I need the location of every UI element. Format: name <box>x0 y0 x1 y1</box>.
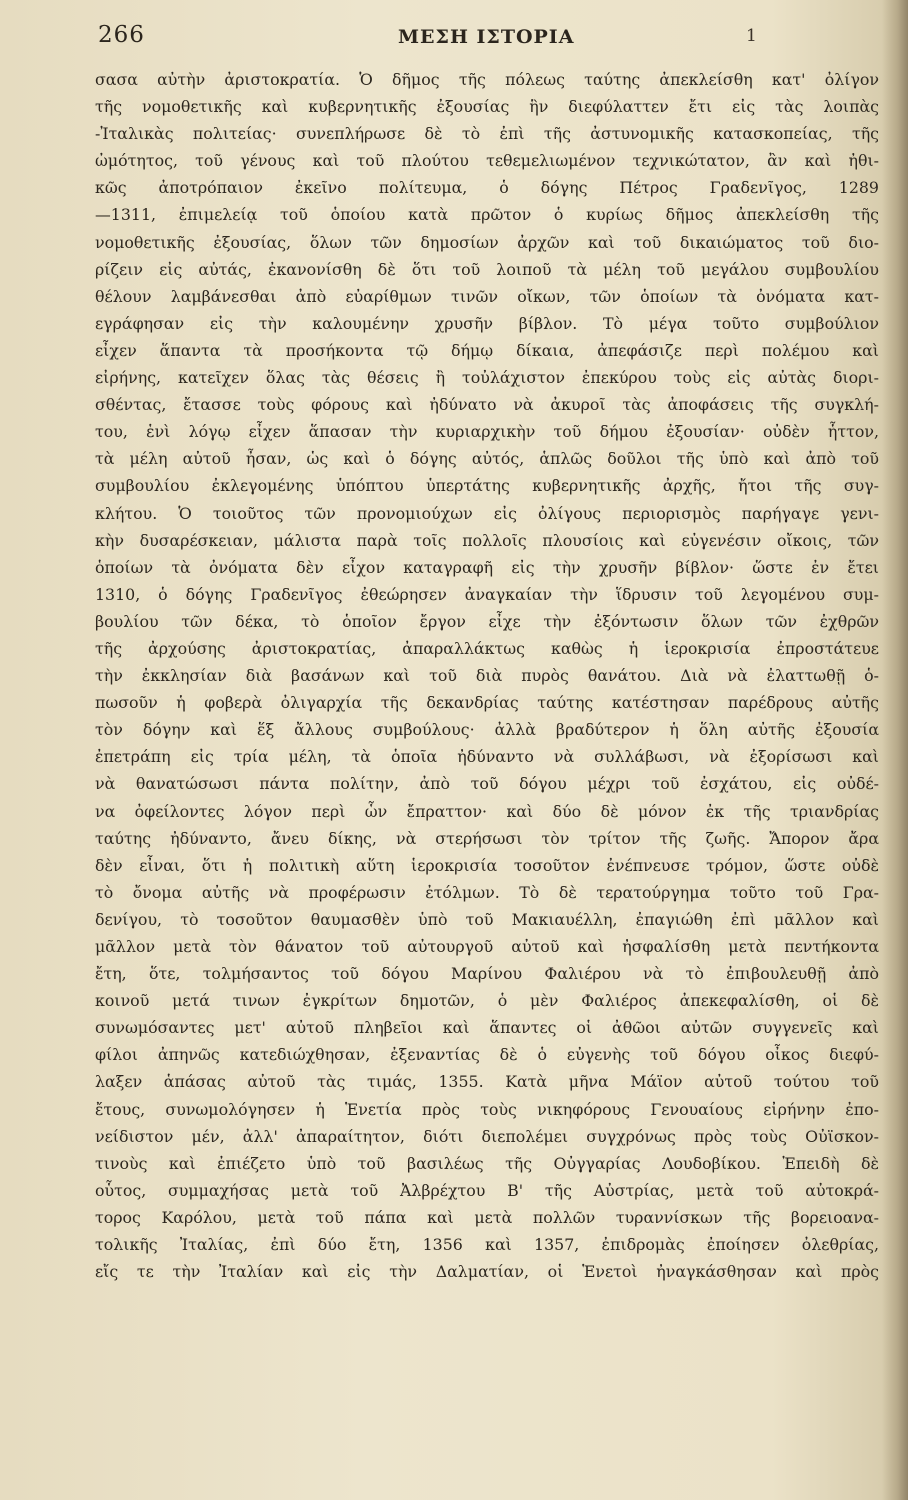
text-line: ἔτη, ὅτε, τολμήσαντος τοῦ δόγου Μαρίνου Φαλιέρου νὰ τὸ ἐπιβουλευθῇ ἀπὸ <box>95 964 879 984</box>
text-line: τὸ ὄνομα αὐτῆς νὰ προφέρωσιν ἐτόλμων. Τὸ δὲ τερατούργημα τοῦτο τοῦ Γρα- <box>95 882 879 902</box>
text-line <box>95 1285 879 1312</box>
text-line: ὁποίων τὰ ὀνόματα δὲν εἶχον καταγραφῆ εἰς τὴν χρυσῆν βίβλον· ὥστε ἐν ἔτει <box>95 557 879 577</box>
text-line: του, ἑνὶ λόγῳ εἶχεν ἅπασαν τὴν κυριαρχικὴν τοῦ δήμου ἐξουσίαν· οὐδὲν ἧττον, <box>95 422 879 442</box>
text-line: δὲν εἶναι, ὅτι ἡ πολιτικὴ αὕτη ἱεροκρισία τοσοῦτον ἐνέπνευσε τρόμον, ὥστε οὐδὲ <box>95 855 879 875</box>
text-line: τορος Καρόλου, μετὰ τοῦ πάπα καὶ μετὰ πολλῶν τυραννίσκων τῆς βορειοανα- <box>95 1207 879 1227</box>
text-line: 1310, ὁ δόγης Γραδενῖγος ἐθεώρησεν ἀναγκαίαν τὴν ἵδρυσιν τοῦ λεγομένου συμ- <box>95 584 879 604</box>
text-line: εἴς τε τὴν Ἰταλίαν καὶ εἰς τὴν Δαλματίαν, οἱ Ἑνετοὶ ἠναγκάσθησαν καὶ πρὸς <box>95 1262 879 1282</box>
text-line: εἰρήνης, κατεῖχεν ὅλας τὰς θέσεις ἢ τοὐλάχιστον ἐπεκύρου τοὺς εἰς αὐτὰς διορι- <box>95 368 879 388</box>
text-line: δενίγου, τὸ τοσοῦτον θαυμασθὲν ὑπὸ τοῦ Μακιαυέλλη, ἐπαγιώθη ἐπὶ μᾶλλον καὶ <box>95 909 879 929</box>
text-line: ἔτους, συνωμολόγησεν ἡ Ἑνετία πρὸς τοὺς νικηφόρους Γενουαίους εἰρήνην ἐπο- <box>95 1099 879 1119</box>
page-gutter-shadow <box>882 0 908 1500</box>
text-line: ταύτης ἠδύναντο, ἄνευ δίκης, νὰ στερήσωσι τὸν τρίτον τῆς ζωῆς. Ἄπορον ἄρα <box>95 828 879 848</box>
text-line: τὴν ἐκκλησίαν διὰ βασάνων καὶ τοῦ διὰ πυρὸς θανάτου. Διὰ νὰ ἐλαττωθῇ ὁ- <box>95 666 879 686</box>
text-line: -Ἰταλικὰς πολιτείας· συνεπλήρωσε δὲ τὸ ἐπὶ τῆς ἀστυνομικῆς κατασκοπείας, τῆς <box>95 124 879 144</box>
text-line: κοινοῦ μετά τινων ἐγκρίτων δημοτῶν, ὁ μὲν Φαλιέρος ἀπεκεφαλίσθη, οἱ δὲ <box>95 991 879 1011</box>
text-line: τινοὺς καὶ ἐπιέζετο ὑπὸ τοῦ βασιλέως τῆς Οὐγγαρίας Λουδοβίκου. Ἐπειδὴ δὲ <box>95 1153 879 1173</box>
text-line: τὸν δόγην καὶ ἕξ ἄλλους συμβούλους· ἀλλὰ βραδύτερον ἡ ὅλη αὐτῆς ἐξουσία <box>95 720 879 740</box>
text-line: οὗτος, συμμαχήσας μετὰ τοῦ Ἀλβρέχτου Β' τῆς Αὐστρίας, μετὰ τοῦ αὐτοκρά- <box>95 1180 879 1200</box>
text-line: βουλίου τῶν δέκα, τὸ ὁποῖον ἔργον εἶχε τὴν ἐξόντωσιν ὅλων τῶν ἐχθρῶν <box>95 611 879 631</box>
text-line: τὰ μέλη αὐτοῦ ἦσαν, ὡς καὶ ὁ δόγης αὐτός, ἁπλῶς δοῦλοι τῆς ὑπὸ καὶ ἀπὸ τοῦ <box>95 449 879 469</box>
text-line: νείδιστον μέν, ἀλλ' ἀπαραίτητον, διότι διεπολέμει συγχρόνως πρὸς τοὺς Οὐϊσκον- <box>95 1126 879 1146</box>
text-line: πωσοῦν ἡ φοβερὰ ὀλιγαρχία τῆς δεκανδρίας ταύτης κατέστησαν παρέδρους αὐτῆς <box>95 693 879 713</box>
text-line: κὴν δυσαρέσκειαν, μάλιστα παρὰ τοῖς πολλοῖς πλουσίοις καὶ εὐγενέσιν οἴκοις, τῶν <box>95 530 879 550</box>
text-line: τολικῆς Ἰταλίας, ἐπὶ δύο ἔτη, 1356 καὶ 1357, ἐπιδρομὰς ἐποίησεν ὀλεθρίας, <box>95 1235 879 1255</box>
text-line: νὰ θανατώσωσι πάντα πολίτην, ἀπὸ τοῦ δόγου μέχρι τοῦ ἐσχάτου, εἰς οὐδέ- <box>95 774 879 794</box>
text-line: σασα αὐτὴν ἀριστοκρατία. Ὁ δῆμος τῆς πόλεως ταύτης ἀπεκλείσθη κατ' ὀλίγον <box>95 70 879 89</box>
text-line: ἐπετράπη εἰς τρία μέλη, τὰ ὁποῖα ἠδύναντο νὰ συλλάβωσι, νὰ ἐξορίσωσι καὶ <box>95 747 879 767</box>
running-title: ΜΕΣΗ ΙΣΤΟΡΙΑ <box>398 26 575 48</box>
page-header <box>98 18 788 58</box>
text-line: ρίζειν εἰς αὐτάς, ἐκανονίσθη δὲ ὅτι τοῦ λοιποῦ τὰ μέλη τοῦ μεγάλου συμβουλίου <box>95 259 879 279</box>
text-line: εγράφησαν εἰς τὴν καλουμένην χρυσῆν βίβλον. Τὸ μέγα τοῦτο συμβούλιον <box>95 313 879 333</box>
text-line: —1311, ἐπιμελείᾳ τοῦ ὁποίου κατὰ πρῶτον ὁ κυρίως δῆμος ἀπεκλείσθη τῆς <box>95 205 879 225</box>
text-line: κῶς ἀποτρόπαιον ἐκεῖνο πολίτευμα, ὁ δόγης Πέτρος Γραδενῖγος, 1289 <box>95 178 879 198</box>
text-line: τῆς νομοθετικῆς καὶ κυβερνητικῆς ἐξουσίας ἣν διεφύλαττεν ἔτι εἰς τὰς λοιπὰς <box>95 97 879 117</box>
body-text <box>95 66 879 1312</box>
text-line: σθέντας, ἔτασσε τοὺς φόρους καὶ ἠδύνατο νὰ ἀκυροῖ τὰς ἀποφάσεις τῆς συγκλή- <box>95 395 879 415</box>
text-line: να ὀφείλοντες λόγον περὶ ὧν ἔπραττον· καὶ δύο δὲ μόνον ἐκ τῆς τριανδρίας <box>95 801 879 821</box>
page-number: 266 <box>98 22 145 48</box>
text-line: θέλουν λαμβάνεσθαι ἀπὸ εὐαρίθμων τινῶν οἴκων, τῶν ὁποίων τὰ ὀνόματα κατ- <box>95 286 879 306</box>
header-mark: 1 <box>746 26 757 46</box>
text-line: τῆς ἀρχούσης ἀριστοκρατίας, ἀπαραλλάκτως καθὼς ἡ ἱεροκρισία ἐπροστάτευε <box>95 638 879 658</box>
text-line: εἶχεν ἅπαντα τὰ προσήκοντα τῷ δήμῳ δίκαια, ἀπεφάσιζε περὶ πολέμου καὶ <box>95 340 879 360</box>
text-line: συνωμόσαντες μετ' αὐτοῦ πληβεῖοι καὶ ἅπαντες οἱ ἀθῶοι αὐτῶν συγγενεῖς καὶ <box>95 1018 879 1038</box>
text-line: νομοθετικῆς ἐξουσίας, ὅλων τῶν δημοσίων ἀρχῶν καὶ τοῦ δικαιώματος τοῦ διο- <box>95 232 879 252</box>
text-line: συμβουλίου ἐκλεγομένης ὑπόπτου ὑπερτάτης κυβερνητικῆς ἀρχῆς, ἤτοι τῆς συγ- <box>95 476 879 496</box>
text-line: φίλοι ἀπηνῶς κατεδιώχθησαν, ἐξεναντίας δὲ ὁ εὐγενὴς τοῦ δόγου οἶκος διεφύ- <box>95 1045 879 1065</box>
text-line: λαξεν ἁπάσας αὐτοῦ τὰς τιμάς, 1355. Κατὰ μῆνα Μάϊον αὐτοῦ τούτου τοῦ <box>95 1072 879 1092</box>
text-line: κλήτου. Ὁ τοιοῦτος τῶν προνομιούχων εἰς ὀλίγους περιορισμὸς παρήγαγε γενι- <box>95 503 879 523</box>
text-line: ὠμότητος, τοῦ γένους καὶ τοῦ πλούτου τεθεμελιωμένον τεχνικώτατον, ἂν καὶ ἠθι- <box>95 151 879 171</box>
text-line: μᾶλλον μετὰ τὸν θάνατον τοῦ αὐτουργοῦ αὐτοῦ καὶ ἠσφαλίσθη μετὰ πεντήκοντα <box>95 937 879 956</box>
